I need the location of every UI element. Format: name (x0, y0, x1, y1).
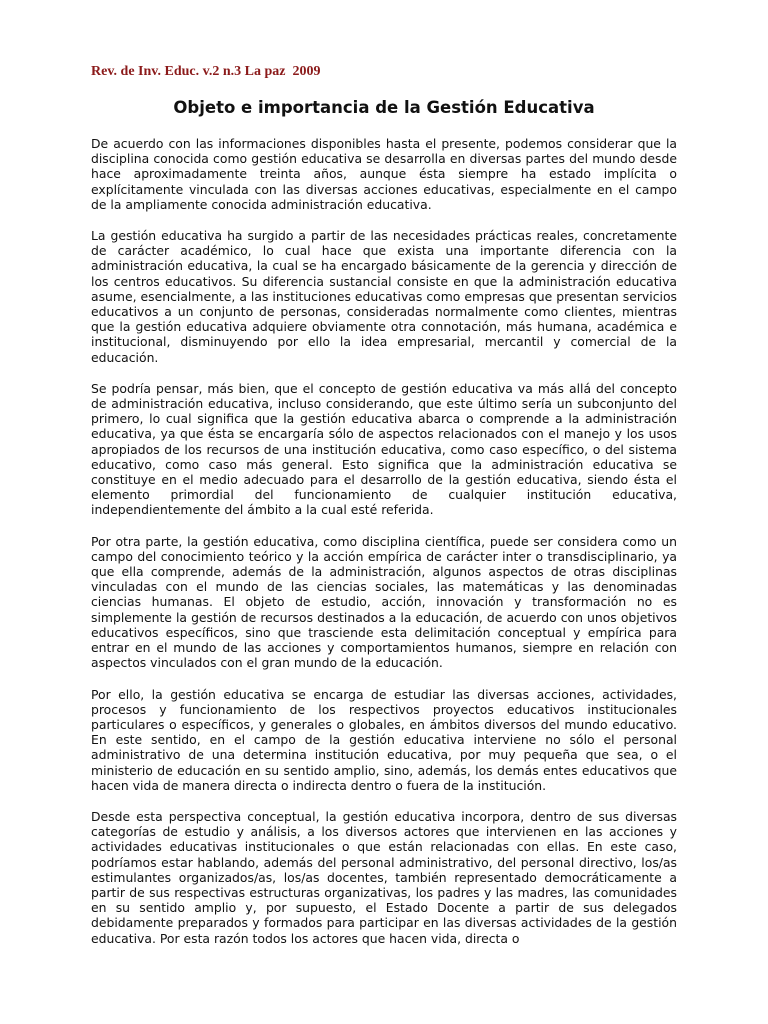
journal-reference: Rev. de Inv. Educ. v.2 n.3 La paz 2009 (91, 64, 321, 79)
paragraph-6: Desde esta perspectiva conceptual, la gestión educativa incorpora, dentro de sus diversas categorías de estudio y análisis, a los diversos actores que intervienen en las acciones y actividades educativas institucionales o que están relacionadas con ellas. En este caso, podríamos estar hablando, además del personal administrativo, del personal directivo, los/as estimulantes organizados/as, los/as docentes, también representado democráticamente a partir de sus respectivas estructuras organizativas, los padres y las madres, las comunidades en su sentido amplio y, por supuesto, el Estado Docente a partir de sus delegados debidamente preparados y formados para participar en las diversas actividades de la gestión educativa. Por esta razón todos los actores que hacen vida, directa o (91, 808, 677, 946)
paragraph-4: Por otra parte, la gestión educativa, como disciplina científica, puede ser considera como un campo del conocimiento teórico y la acción empírica de carácter inter o transdisciplinario, ya que ella comprende, además de la administración, algunos aspectos de otras disciplinas vinculadas con el mundo de las ciencias sociales, las matemáticas y las denominadas ciencias humanas. El objeto de estudio, acción, innovación y transformación no es simplemente la gestión de recursos destinados a la educación, de acuerdo con unos objetivos educativos específicos, sino que trasciende esta delimitación conceptual y empírica para entrar en el mundo de las acciones y comportamientos humanos, siempre en relación con aspectos vinculados con el gran mundo de la educación. (91, 533, 677, 671)
paragraph-3: Se podría pensar, más bien, que el concepto de gestión educativa va más allá del concepto de administración educativa, incluso considerando, que este último sería un subconjunto del primero, lo cual significa que la gestión educativa abarca o comprende a la administración educativa, ya que ésta se encargaría sólo de aspectos relacionados con el manejo y los usos apropiados de los recursos de una institución educativa, como caso específico, o del sistema educativo, como caso más general. Esto significa que la administración educativa se constituye en el medio adecuado para el desarrollo de la gestión educativa, siendo ésta el elemento primordial del funcionamiento de cualquier institución educativa, independientemente del ámbito a la cual esté referida. (91, 380, 677, 518)
document-body (91, 136, 677, 946)
paragraph-1: De acuerdo con las informaciones disponibles hasta el presente, podemos considerar que la disciplina conocida como gestión educativa se desarrolla en diversas partes del mundo desde hace aproximadamente treinta años, aunque ésta siempre ha estado implícita o explícitamente vinculada con las diversas acciones educativas, especialmente en el campo de la ampliamente conocida administración educativa. (91, 136, 677, 212)
document-title: Objeto e importancia de la Gestión Educativa (173, 98, 595, 117)
paragraph-5: Por ello, la gestión educativa se encarga de estudiar las diversas acciones, actividades, procesos y funcionamiento de los respectivos proyectos educativos institucionales particulares o específicos, y generales o globales, en ámbitos diversos del mundo educativo. En este sentido, en el campo de la gestión educativa interviene no sólo el personal administrativo de una determina institución educativa, por muy pequeña que sea, o el ministerio de educación en su sentido amplio, sino, además, los demás entes educativos que hacen vida de manera directa o indirecta dentro o fuera de la institución. (91, 686, 677, 793)
paragraph-2: La gestión educativa ha surgido a partir de las necesidades prácticas reales, concretamente de carácter académico, lo cual hace que exista una importante diferencia con la administración educativa, la cual se ha encargado básicamente de la gerencia y dirección de los centros educativos. Su diferencia sustancial consiste en que la administración educativa asume, esencialmente, a las instituciones educativas como empresas que presentan servicios educativos a un conjunto de personas, consideradas normalmente como clientes, mientras que la gestión educativa adquiere obviamente otra connotación, más humana, académica e institucional, disminuyendo por ello la idea empresarial, mercantil y comercial de la educación. (91, 228, 677, 365)
